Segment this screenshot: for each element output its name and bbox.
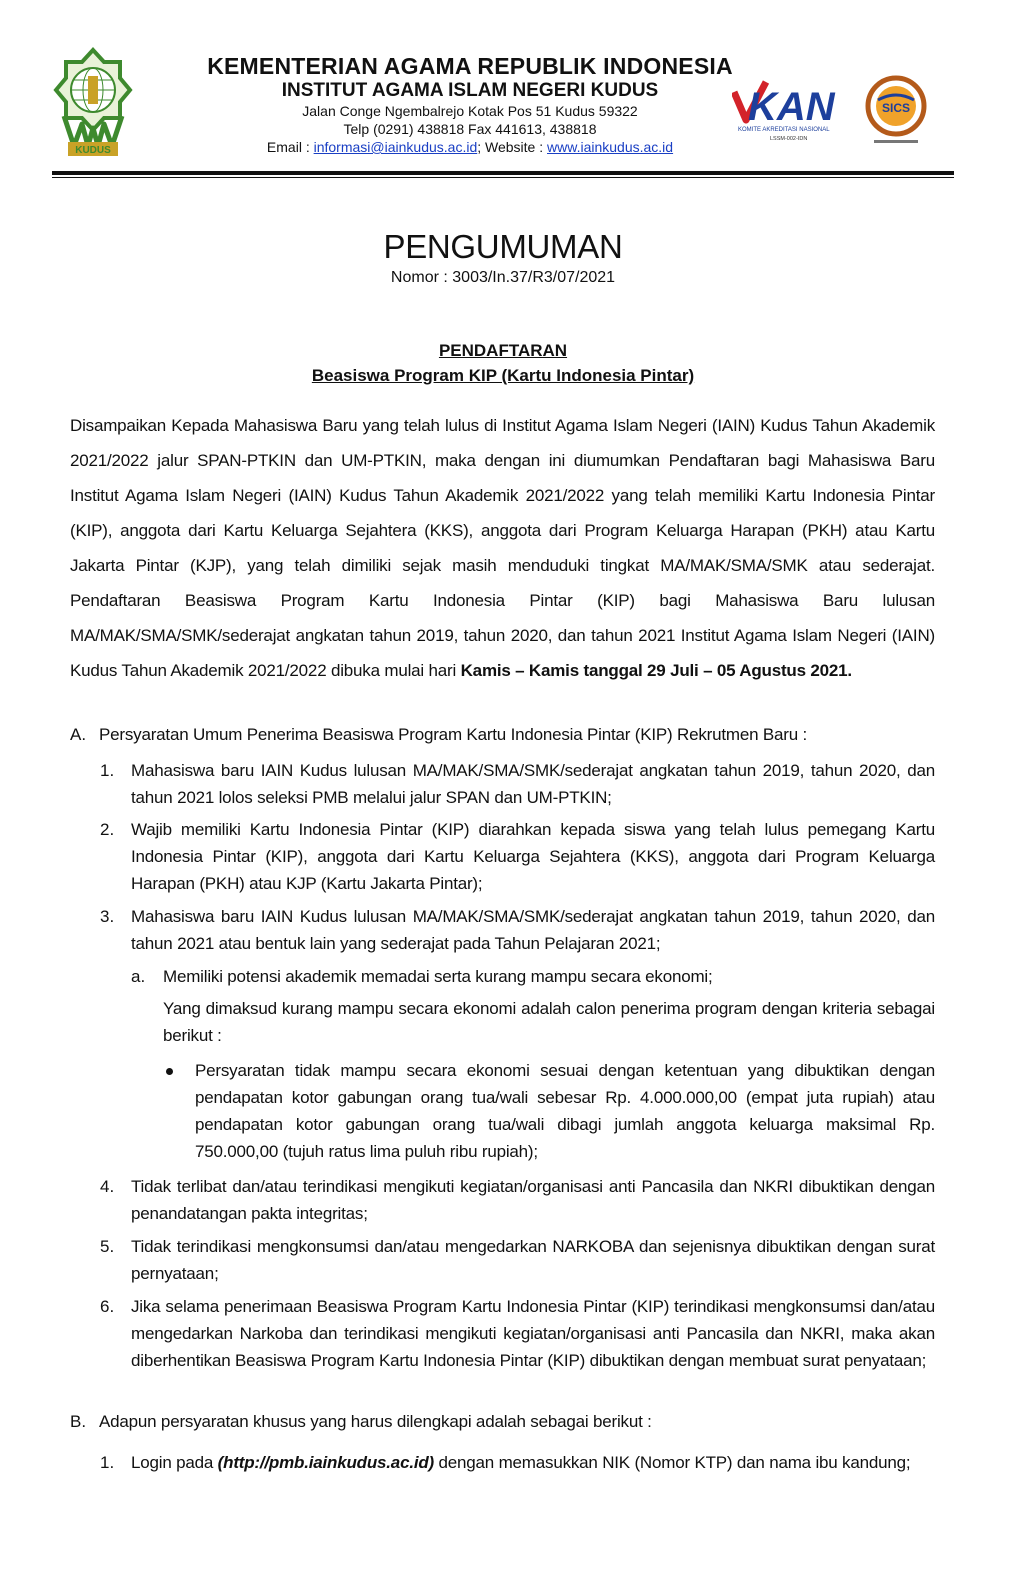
svg-text:KAN: KAN [748,85,835,129]
website-label: ; Website : [477,139,548,155]
item-a1-marker: 1. [100,761,115,780]
letterhead-rule-thick [52,171,954,175]
item-a5-marker: 5. [100,1237,115,1256]
item-a2-marker: 2. [100,820,115,839]
document-title: PENGUMUMAN [383,228,623,265]
iain-kudus-logo [52,46,134,158]
item-a4-text: Tidak terlibat dan/atau terindikasi mengikuti kegiatan/organisasi anti Pancasila dan NKRI dibuktikan dengan penandatangan pakta integritas; [131,1177,935,1223]
email-label: Email : [266,139,314,155]
item-b1-marker: 1. [100,1453,115,1472]
svg-text:SICS: SICS [881,101,911,115]
institute-name: INSTITUT AGAMA ISLAM NEGERI KUDUS [281,80,659,101]
sics-logo [864,72,928,150]
item-a2-text: Wajib memiliki Kartu Indonesia Pintar (KIP) diarahkan kepada siswa yang telah lulus pemegang Kartu Indonesia Pintar (KIP), anggota dari Kartu Keluarga Sejahtera (KKS), anggota dari Program Keluarga Harapan (PKH) atau KJP (Kartu Jakarta Pintar); [131,820,935,893]
item-a1-text: Mahasiswa baru IAIN Kudus lulusan MA/MAK/SMA/SMK/sederajat angkatan tahun 2019, tahun 2020, dan tahun 2021 lolos seleksi PMB melalui jalur SPAN dan UM-PTKIN; [131,761,935,807]
address: Jalan Conge Ngembalrejo Kotak Pos 51 Kudus 59322 [302,103,638,119]
sub-a-text: Memiliki potensi akademik memadai serta kurang mampu secara ekonomi; [163,967,713,986]
intro-paragraph [70,408,935,688]
intro-dates: Kamis – Kamis tanggal 29 Juli – 05 Agustus 2021. [460,661,852,680]
bullet-dot [166,1068,173,1075]
pmb-link[interactable]: (http://pmb.iainkudus.ac.id) [217,1453,435,1472]
subtitle-program: Beasiswa Program KIP (Kartu Indonesia Pintar) [311,366,695,385]
subtitle-registration: PENDAFTARAN [438,341,568,360]
item-a5-text: Tidak terindikasi mengkonsumsi dan/atau mengedarkan NARKOBA dan sejenisnya dibuktikan dengan surat pernyataan; [131,1237,935,1283]
ministry-name: KEMENTERIAN AGAMA REPUBLIK INDONESIA [207,53,733,79]
letterhead-text [150,52,790,156]
sub-a-explanation: Yang dimaksud kurang mampu secara ekonomi adalah calon penerima program dengan kriteria sebagai berikut : [163,999,935,1045]
phone: Telp (0291) 438818 Fax 441613, 438818 [343,121,597,137]
item-b1-post: dengan memasukkan NIK (Nomor KTP) dan nama ibu kandung; [434,1453,911,1472]
svg-text:KUDUS: KUDUS [75,145,111,156]
intro-text: Disampaikan Kepada Mahasiswa Baru yang telah lulus di Institut Agama Islam Negeri (IAIN) Kudus Tahun Akademik 2021/2022 jalur SPAN-PTKIN dan UM-PTKIN, maka dengan ini diumumkan Pendaftaran bagi Mahasiswa Baru Institut Agama Islam Negeri (IAIN) Kudus Tahun Akademik 2021/2022 yang telah memiliki Kartu Indonesia Pintar (KIP), anggota dari Kartu Keluarga Sejahtera (KKS), anggota dari Program Keluarga Harapan (PKH) atau Kartu Jakarta Pintar (KJP), yang telah dimiliki sejak masih menduduki tingkat MA/MAK/SMA/SMK atau sederajat. Pendaftaran Beasiswa Program Kartu Indonesia Pintar (KIP) bagi Mahasiswa Baru lulusan MA/MAK/SMA/SMK/sederajat angkatan tahun 2019, tahun 2020, dan tahun 2021 Institut Agama Islam Negeri (IAIN) Kudus Tahun Akademik 2021/2022 dibuka mulai hari [70,416,935,680]
svg-text:LSSM-002-IDN: LSSM-002-IDN [770,136,808,142]
letterhead-rule-thin [52,177,954,178]
letterhead [0,0,1028,180]
section-b-heading: Adapun persyaratan khusus yang harus dilengkapi adalah sebagai berikut : [99,1412,652,1431]
kan-logo [732,78,854,148]
website-link[interactable]: www.iainkudus.ac.id [547,139,674,155]
document-number: Nomor : 3003/In.37/R3/07/2021 [390,269,616,286]
svg-text:KOMITE AKREDITASI NASIONAL: KOMITE AKREDITASI NASIONAL [738,127,830,133]
item-a3-text: Mahasiswa baru IAIN Kudus lulusan MA/MAK/SMA/SMK/sederajat angkatan tahun 2019, tahun 2020, dan tahun 2021 atau bentuk lain yang sederajat pada Tahun Pelajaran 2021; [131,907,935,953]
item-b1-text [131,1449,935,1476]
item-a4-marker: 4. [100,1177,115,1196]
item-a3-marker: 3. [100,907,115,926]
sub-a-marker: a. [131,967,146,986]
section-a-heading: Persyaratan Umum Penerima Beasiswa Program Kartu Indonesia Pintar (KIP) Rekrutmen Baru : [99,725,808,744]
item-a6-text: Jika selama penerimaan Beasiswa Program Kartu Indonesia Pintar (KIP) terindikasi mengkonsumsi dan/atau mengedarkan Narkoba dan terindikasi mengikuti kegiatan/organisasi anti Pancasila dan NKRI, maka akan diberhentikan Beasiswa Program Kartu Indonesia Pintar (KIP) dibuktikan dengan membuat surat penyataan; [131,1297,935,1370]
section-b-marker: B. [70,1412,87,1431]
section-a-marker: A. [70,725,87,744]
contact-line [150,138,790,156]
item-a6-marker: 6. [100,1297,115,1316]
item-b1-pre: Login pada [131,1453,218,1472]
criteria-bullet-text: Persyaratan tidak mampu secara ekonomi sesuai dengan ketentuan yang dibuktikan dengan pendapatan kotor gabungan orang tua/wali sebesar Rp. 4.000.000,00 (empat juta rupiah) atau pendapatan kotor gabungan orang tua/wali dibagi jumlah anggota keluarga maksimal Rp. 750.000,00 (tujuh ratus lima puluh ribu rupiah); [195,1061,935,1161]
email-link[interactable]: informasi@iainkudus.ac.id [313,139,478,155]
